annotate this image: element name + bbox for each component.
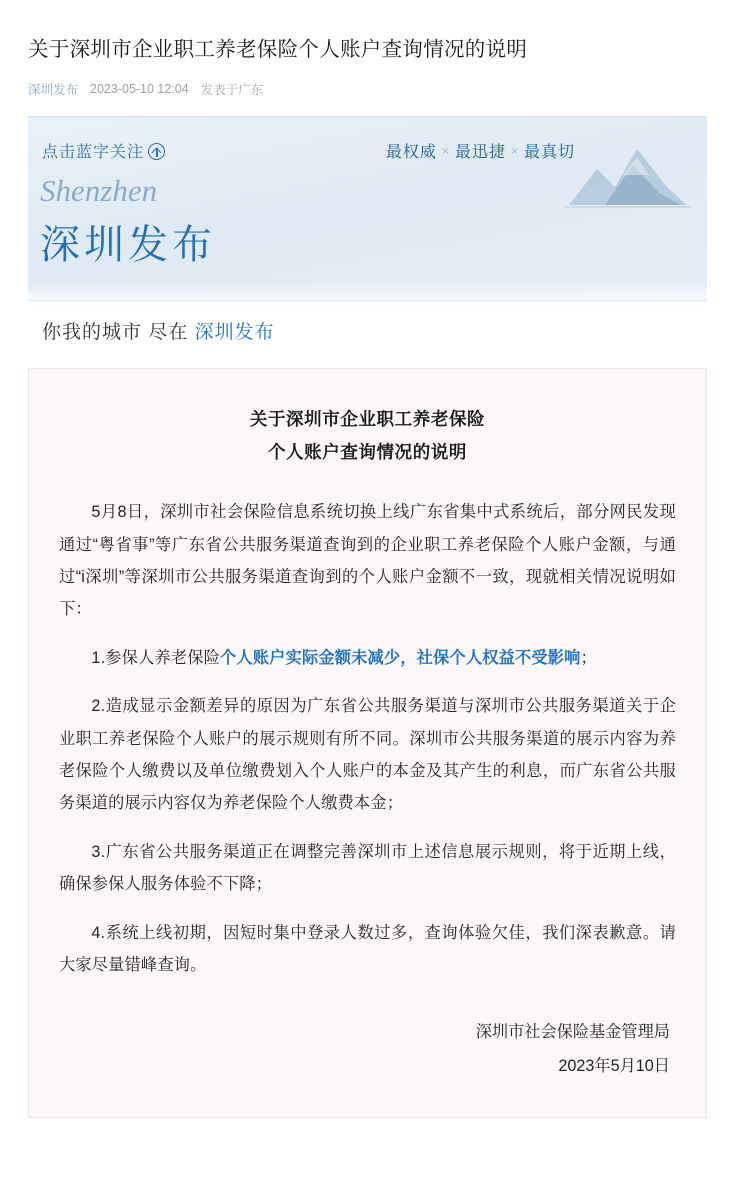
notice-item-1-prefix: 1.参保人养老保险 bbox=[91, 648, 221, 667]
banner-caption-prefix: 你我的城市 尽在 bbox=[42, 322, 189, 344]
account-name[interactable]: 深圳发布 bbox=[28, 83, 79, 98]
notice-paragraph-intro: 5月8日，深圳市社会保险信息系统切换上线广东省集中式系统后，部分网民发现通过“粤省事”等广东省公共服务渠道查询到的企业职工养老保险个人账户金额，与通过“i深圳”等深圳市公共服务渠道查询到的个人账户金额不一致，现就相关情况说明如下： bbox=[59, 503, 676, 619]
follow-prompt-label: 点击蓝字关注 bbox=[42, 144, 145, 162]
circle-up-arrow-icon bbox=[148, 143, 165, 160]
notice-item-1-accent: 个人账户实际金额未减少，社保个人权益不受影响 bbox=[220, 648, 581, 667]
banner-divider bbox=[28, 300, 707, 301]
notice-title bbox=[59, 403, 676, 468]
notice-item-3: 3.广东省公共服务渠道正在调整完善深圳市上述信息展示规则，将于近期上线，确保参保人服务体验不下降； bbox=[59, 842, 676, 894]
notice-item-1-suffix: ； bbox=[580, 648, 597, 667]
follow-prompt bbox=[42, 139, 165, 162]
slogan-part-2: 最迅捷 bbox=[454, 144, 506, 162]
mountain-icon bbox=[563, 135, 693, 213]
publish-location: 发表于广东 bbox=[200, 83, 264, 98]
notice-card bbox=[28, 368, 707, 1118]
banner-caption bbox=[28, 311, 707, 358]
banner-slogan bbox=[386, 139, 575, 162]
notice-item-1 bbox=[59, 642, 676, 674]
notice-title-line-2: 个人账户查询情况的说明 bbox=[267, 441, 468, 462]
publish-date: 2023-05-10 12:04 bbox=[90, 82, 189, 97]
notice-body bbox=[59, 496, 676, 981]
banner-chinese-name: 深圳发布 bbox=[40, 223, 216, 268]
notice-item-2: 2.造成显示金额差异的原因为广东省公共服务渠道与深圳市公共服务渠道关于企业职工养老保险个人账户的展示规则有所不同。深圳市公共服务渠道的展示内容为养老保险个人缴费以及单位缴费划入个人账户的本金及其产生的利息，而广东省公共服务渠道的展示内容仅为养老保险个人缴费本金； bbox=[59, 697, 676, 813]
banner-english-name: Shenzhen bbox=[40, 173, 158, 209]
banner-caption-highlight: 深圳发布 bbox=[194, 322, 275, 344]
article-meta bbox=[28, 80, 707, 98]
slogan-part-1: 最权威 bbox=[385, 144, 437, 162]
signature-organization: 深圳市社会保险基金管理局 bbox=[475, 1023, 670, 1042]
notice-item-4: 4.系统上线初期，因短时集中登录人数过多，查询体验欠佳，我们深表歉意。请大家尽量错峰查询。 bbox=[59, 923, 676, 975]
page-title: 关于深圳市企业职工养老保险个人账户查询情况的说明 bbox=[28, 37, 528, 61]
slogan-part-3: 最真切 bbox=[523, 144, 575, 162]
notice-signature bbox=[59, 1015, 676, 1083]
banner-image bbox=[28, 116, 707, 316]
signature-date: 2023年5月10日 bbox=[558, 1057, 670, 1076]
slogan-separator-1: × bbox=[441, 144, 450, 159]
article-header bbox=[0, 0, 735, 98]
notice-title-line-1: 关于深圳市企业职工养老保险 bbox=[249, 409, 486, 430]
slogan-separator-2: × bbox=[510, 144, 519, 159]
